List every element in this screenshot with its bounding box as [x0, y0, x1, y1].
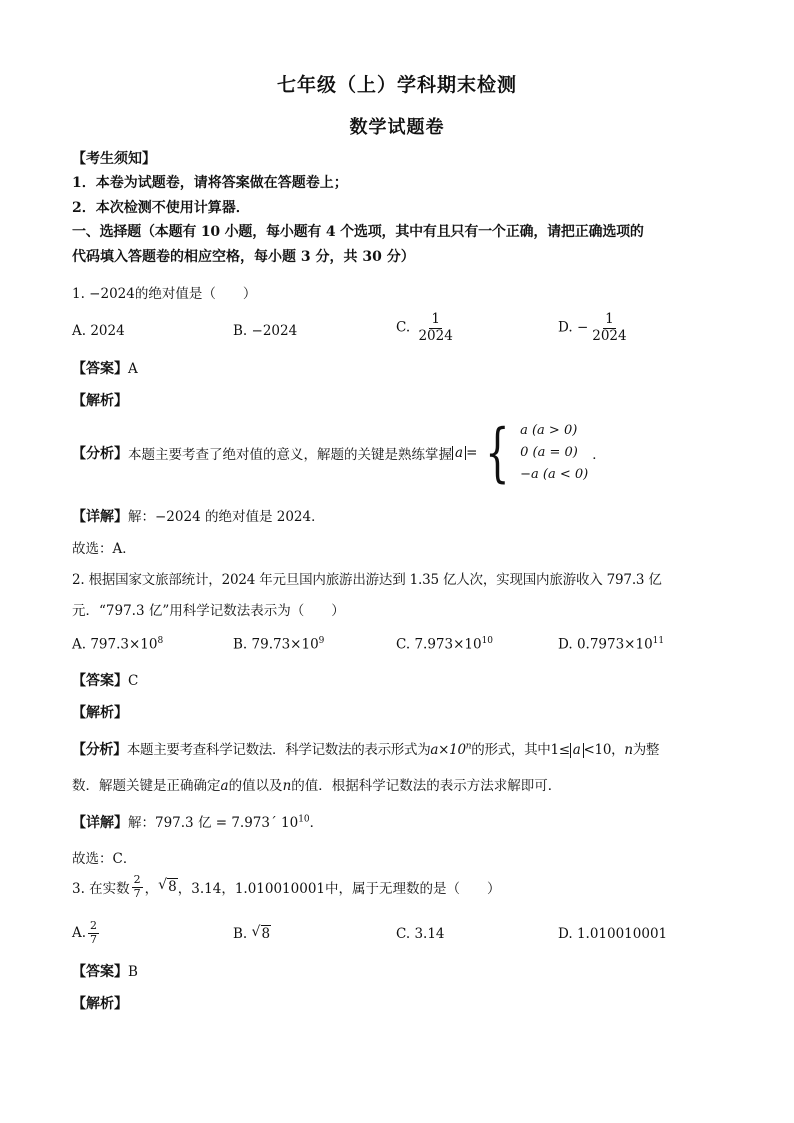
- question-2-choose: 故选：C．: [72, 851, 137, 867]
- question-3-option-c: C. 3.14: [396, 926, 445, 942]
- question-2-line-2: 元．“797.3 亿”用科学记数法表示为（ ）: [72, 603, 345, 619]
- option-value: −2024: [251, 323, 298, 339]
- section-heading-line-2: 代码填入答题卷的相应空格，每小题 3 分，共 30 分）: [72, 249, 415, 265]
- case-row: a (a > 0): [520, 423, 578, 438]
- question-1-xiangjie: [72, 505, 325, 526]
- notice-heading: 【考生须知】: [72, 151, 156, 167]
- question-3-option-b: B. √ 8: [233, 924, 271, 942]
- question-3-analysis-label: 【解析】: [72, 996, 128, 1012]
- question-2-option-c: C. $7.973\times 10^{10}$: [396, 636, 494, 653]
- case-row: −a (a < 0): [520, 467, 589, 482]
- question-1-option-a: [72, 323, 125, 339]
- question-1-option-b: [233, 323, 297, 339]
- option-value: 2024: [90, 323, 125, 339]
- question-3-option-d: D. 1.010010001: [558, 926, 668, 942]
- fraction: $\frac{1}{2024}$: [418, 311, 453, 344]
- fraction: $\frac{2}{7}$: [133, 873, 141, 900]
- fenxi-label: 【分析】: [72, 446, 128, 462]
- xiangjie-text: 解：−2024 的绝对值是 2024．: [128, 509, 325, 525]
- question-1-option-d: [558, 312, 631, 344]
- question-2-line-1: 2. 根据国家文旅部统计，2024 年元旦国内旅游出游达到 1.35 亿人次，实现国内旅游收入 797.3 亿: [72, 572, 662, 588]
- question-2-fenxi: 【分析】本题主要考查科学记数法．科学记数法的表示形式为$a\times 10^n$的形式，其中1≤ a <10，n为整: [72, 741, 660, 758]
- question-3-option-a: A. $\frac{2}{7}$: [72, 919, 98, 946]
- answer-label: 【答案】: [72, 361, 128, 377]
- question-1-number: 1.: [72, 286, 90, 302]
- exam-subtitle: 数学试题卷: [349, 117, 445, 138]
- notice-item-1: 1．本卷为试题卷，请将答案做在答题卷上；: [72, 175, 348, 191]
- question-1-fenxi: [72, 416, 606, 490]
- question-2-xiangjie: 【详解】解：797.3 亿 = 7.973´ $10^{10}$．: [72, 814, 324, 831]
- option-label: A.: [72, 323, 91, 339]
- answer-value: A: [128, 361, 138, 377]
- fraction: $\frac{2}{7}$: [90, 919, 98, 946]
- question-2-answer: 【答案】C: [72, 673, 139, 689]
- piecewise-cases: [477, 416, 589, 490]
- question-3: 3. 在实数 $\frac{2}{7}$ ， √ 8 ，3.14，1.010010001中，属于无理数的是（ ）: [72, 873, 501, 900]
- xiangjie-label: 【详解】: [72, 509, 128, 525]
- option-label: C.: [396, 319, 415, 336]
- absolute-value: a: [452, 446, 466, 461]
- absolute-value: a: [570, 743, 584, 758]
- question-2-option-d: D. $0.7973\times 10^{11}$: [558, 636, 665, 653]
- question-1-choose: 故选：A．: [72, 541, 136, 557]
- option-label: B.: [233, 323, 252, 339]
- question-1: [72, 282, 256, 302]
- equals-sign: =: [466, 445, 478, 461]
- question-1-analysis-label: 【解析】: [72, 393, 128, 409]
- question-1-stem: 的绝对值是（ ）: [134, 286, 257, 302]
- question-2-option-b: B. $79.73\times 10^9$: [233, 636, 325, 653]
- section-heading-line-1: 一、选择题（本题有 10 小题，每小题有 4 个选项，其中有且只有一个正确，请把正确选项的: [72, 224, 644, 240]
- notice-item-2: 2．本次检测不使用计算器．: [72, 200, 250, 216]
- question-2-fenxi-line-2: 数．解题关键是正确确定a的值以及n的值．根据科学记数法的表示方法求解即可．: [72, 778, 562, 794]
- question-1-answer: [72, 358, 138, 378]
- fraction: $\frac{1}{2024}$: [592, 311, 627, 344]
- square-root: √ 8: [251, 924, 271, 942]
- left-brace: {: [485, 416, 510, 490]
- question-1-value: −2024: [89, 286, 135, 302]
- period: ．: [592, 447, 606, 463]
- question-2-analysis-label: 【解析】: [72, 705, 128, 721]
- sci-notation-form: a×10: [430, 742, 466, 758]
- option-label: D.: [558, 319, 577, 336]
- fenxi-text: 本题主要考查了绝对值的意义，解题的关键是熟练掌握: [128, 447, 452, 463]
- question-2-option-a: A. $797.3\times 10^8$: [72, 636, 164, 653]
- case-row: 0 (a = 0): [520, 445, 578, 460]
- minus-sign: −: [576, 319, 589, 336]
- square-root: √ 8: [158, 877, 177, 896]
- question-3-answer: 【答案】B: [72, 964, 138, 980]
- question-1-option-c: [396, 312, 457, 344]
- exam-title: 七年级（上）学科期末检测: [276, 74, 517, 96]
